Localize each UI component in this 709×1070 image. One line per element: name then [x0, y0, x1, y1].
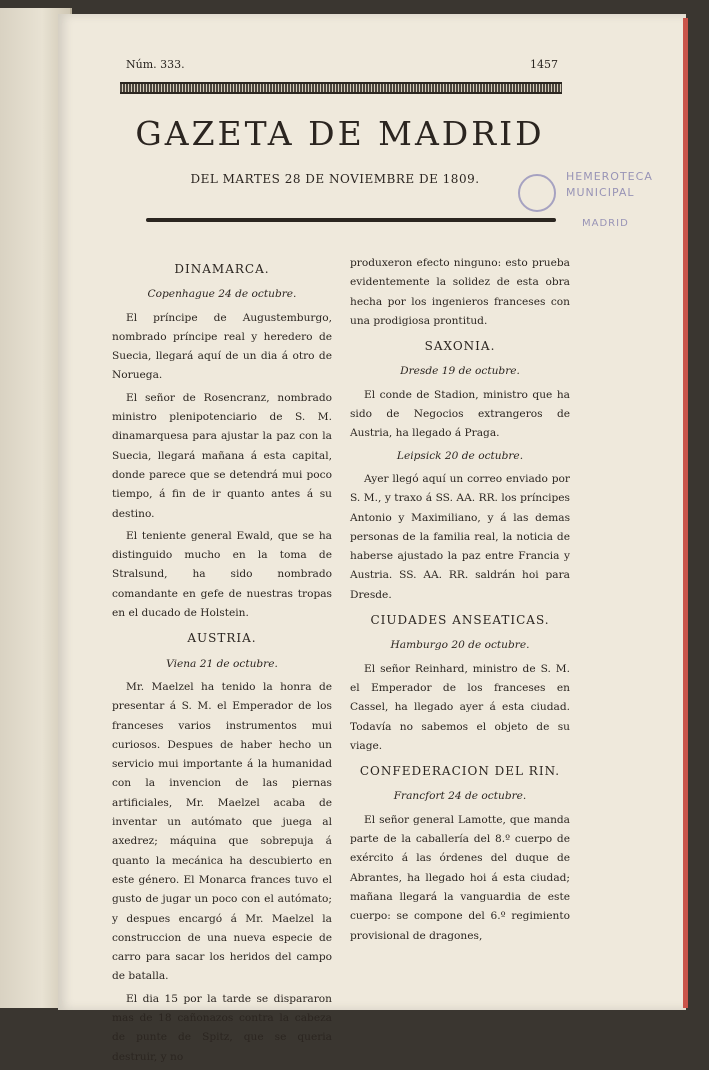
left-column — [112, 254, 332, 1070]
dateline-francfort: Francfort 24 de octubre. — [393, 790, 527, 803]
stamp-seal-icon — [518, 174, 556, 212]
section-title-saxonia: SAXONIA. — [424, 339, 496, 354]
stamp-line-2: MUNICIPAL — [566, 186, 635, 199]
page-number: 1457 — [530, 58, 558, 71]
divider-rule — [146, 218, 556, 222]
dateline-copenhague: Copenhague 24 de octubre. — [147, 288, 297, 301]
paragraph: El conde de Stadion, ministro que ha sido de Negocios extrangeros de Austria, ha llegado á Praga. — [350, 388, 570, 440]
section-title-ciudades-anseaticas: CIUDADES ANSEATICAS. — [370, 613, 550, 628]
right-column — [350, 254, 570, 949]
stamp-line-1: HEMEROTECA — [566, 170, 653, 183]
page-red-edge — [683, 18, 688, 1008]
dateline-leipsick: Leipsick 20 de octubre. — [396, 449, 524, 462]
dateline-dresde: Dresde 19 de octubre. — [400, 365, 520, 378]
masthead-title: GAZETA DE MADRID — [135, 114, 545, 153]
issue-number: Núm. 333. — [126, 58, 185, 71]
stamp-line-3: MADRID — [582, 218, 629, 229]
paragraph: El señor Reinhard, ministro de S. M. el Emperador de los franceses en Cassel, ha llegado ayer á esta ciudad. Todavía no sabemos el objeto de su viage. — [350, 662, 570, 752]
paragraph-continued: produxeron efecto ninguno: esto prueba evidentemente la solidez de esta obra hecha por los ingenieros franceses con una prodigiosa prontitud. — [350, 257, 570, 327]
page-header — [126, 58, 566, 76]
paragraph: Ayer llegó aquí un correo enviado por S. M., y traxo á SS. AA. RR. los príncipes Antonio y Maximiliano, y á las demas personas de la familia real, la noticia de haberse ajustado la paz entre Francia y Austria. SS. AA. RR. saldrán hoi para Dresde. — [350, 472, 570, 601]
section-title-confederacion: CONFEDERACION DEL RIN. — [359, 764, 561, 779]
paragraph: El dia 15 por la tarde se dispararon mas de 18 cañonazos contra la cabeza de punte de Spitz, que se queria destruir, y no — [112, 992, 332, 1063]
dateline-viena: Viena 21 de octubre. — [166, 657, 278, 670]
dateline: DEL MARTES 28 DE NOVIEMBRE DE 1809. — [190, 172, 480, 186]
paragraph: Mr. Maelzel ha tenido la honra de presentar á S. M. el Emperador de los franceses varios instrumentos mui curiosos. Despues de haber hecho un servicio mui importante á la humanidad con la invencion de las piernas artificiales, Mr. Maelzel acaba de inventar un autómato que juega al axedrez; máquina que sobrepuja á quanto la mecánica ha descubierto en este género. El Monarca frances tuvo el gusto de jugar un poco con el autómato; y despues encargó á Mr. Maelzel la construccion de una nueva especie de carro para sacar los heridos del campo de batalla. — [112, 680, 332, 983]
ornamental-rule — [120, 82, 562, 94]
paragraph: El teniente general Ewald, que se ha distinguido mucho en la toma de Stralsund, ha sido nombrado comandante en gefe de nuestras tropas en el ducado de Holstein. — [112, 529, 332, 620]
paragraph: El príncipe de Augustemburgo, nombrado príncipe real y heredero de Suecia, llegará aquí de un dia á otro de Noruega. — [112, 311, 332, 382]
section-title-dinamarca: DINAMARCA. — [174, 262, 270, 276]
dateline-hamburgo: Hamburgo 20 de octubre. — [390, 639, 530, 652]
paragraph: El señor de Rosencranz, nombrado ministro plenipotenciario de S. M. dinamarquesa para ajustar la paz con la Suecia, llegará mañana á esta capital, donde parece que se detendrá mui poco tiempo, á fin de ir quanto antes á su destino. — [112, 391, 332, 520]
library-stamp — [518, 170, 668, 240]
section-title-austria: AUSTRIA. — [187, 631, 257, 646]
paragraph: El señor general Lamotte, que manda parte de la caballería del 8.º cuerpo de exército á las órdenes del duque de Abrantes, ha llegado hoi á esta ciudad; mañana llegará la vanguardia de este cuerpo: se compone del 6.º regimiento provisional de dragones, — [350, 813, 570, 942]
